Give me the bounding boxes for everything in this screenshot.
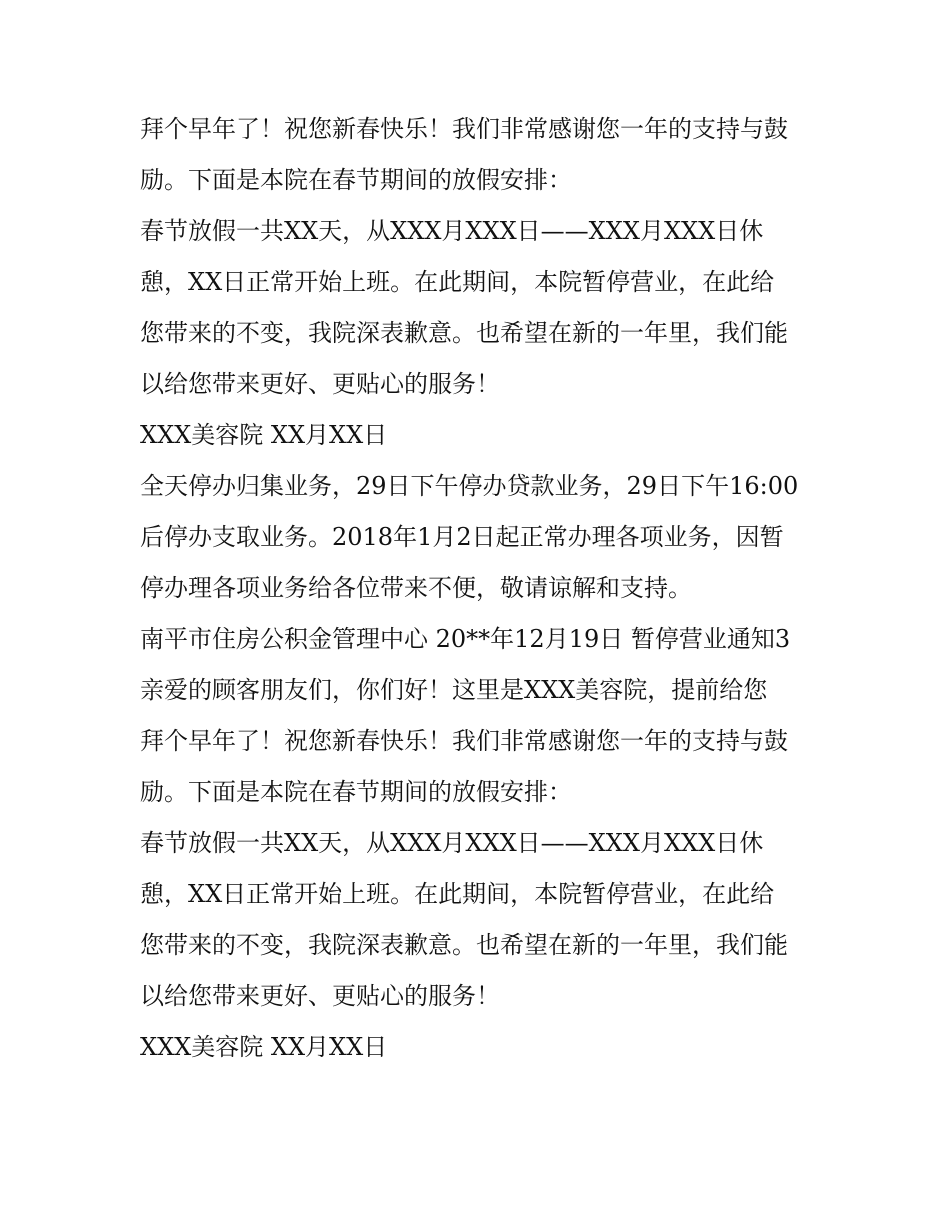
document-body <box>140 104 820 1073</box>
text-line: 您带来的不变，我院深表歉意。也希望在新的一年里，我们能 <box>140 319 788 347</box>
text-line: 春节放假一共XX天，从XXX月XXX日——XXX月XXX日休 <box>140 217 764 245</box>
text-line: 憩，XX日正常开始上班。在此期间，本院暂停营业，在此给 <box>140 880 775 908</box>
text-line: 亲爱的顾客朋友们，你们好！这里是XXX美容院，提前给您 <box>140 676 768 704</box>
text-line: 全天停办归集业务，29日下午停办贷款业务，29日下午16:00 <box>140 472 799 500</box>
text-line: 春节放假一共XX天，从XXX月XXX日——XXX月XXX日休 <box>140 829 764 857</box>
text-line: 励。下面是本院在春节期间的放假安排： <box>140 166 572 194</box>
text-line: 拜个早年了！祝您新春快乐！我们非常感谢您一年的支持与鼓 <box>140 727 788 755</box>
text-line: 南平市住房公积金管理中心 20**年12月19日 暂停营业通知3 <box>140 625 791 653</box>
text-line: 停办理各项业务给各位带来不便，敬请谅解和支持。 <box>140 574 692 602</box>
text-line: 憩，XX日正常开始上班。在此期间，本院暂停营业，在此给 <box>140 268 775 296</box>
text-line: 以给您带来更好、更贴心的服务！ <box>140 982 500 1010</box>
text-line: 励。下面是本院在春节期间的放假安排： <box>140 778 572 806</box>
text-line: 拜个早年了！祝您新春快乐！我们非常感谢您一年的支持与鼓 <box>140 115 788 143</box>
signature-line: XXX美容院 XX月XX日 <box>140 1033 388 1061</box>
text-line: 您带来的不变，我院深表歉意。也希望在新的一年里，我们能 <box>140 931 788 959</box>
text-line: 以给您带来更好、更贴心的服务！ <box>140 370 500 398</box>
signature-line: XXX美容院 XX月XX日 <box>140 421 388 449</box>
text-line: 后停办支取业务。2018年1月2日起正常办理各项业务，因暂 <box>140 523 784 551</box>
